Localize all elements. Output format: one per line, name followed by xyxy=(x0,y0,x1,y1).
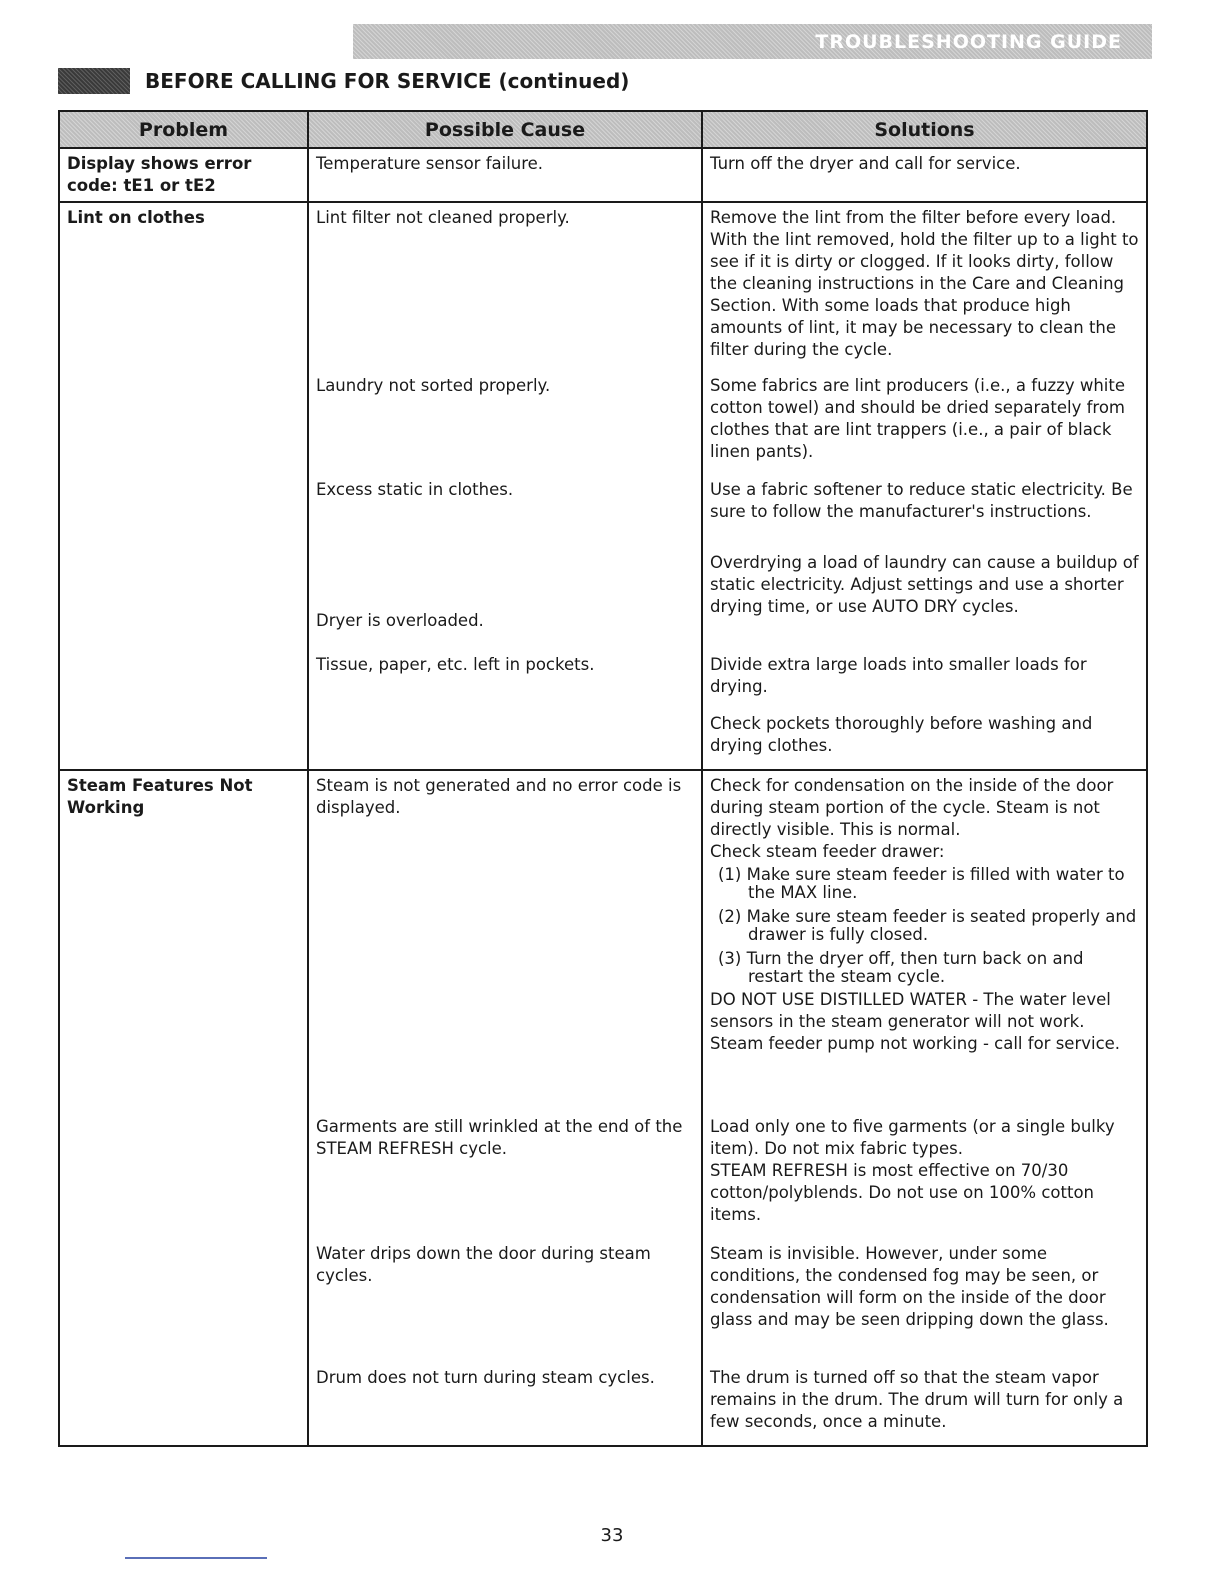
solution-text: Overdrying a load of laundry can cause a buildup of static electricity. Adjust settings and use a shorter drying time, or use AUTO DRY cycles. xyxy=(710,553,1139,616)
footer-rule xyxy=(125,1557,267,1559)
cause-cell xyxy=(308,202,702,770)
warning-text: DO NOT USE DISTILLED WATER - The water level sensors in the steam generator will not work. xyxy=(710,990,1111,1031)
title-marker-block xyxy=(58,68,130,94)
cause-text: Water drips down the door during steam cycles. xyxy=(316,1244,651,1285)
checklist-item: (2) Make sure steam feeder is seated properly and drawer is fully closed. xyxy=(718,907,1137,944)
solution-text: Steam is invisible. However, under some conditions, the condensed fog may be seen, or condensation will form on the inside of the door glass and may be seen dripping down the glass. xyxy=(710,1244,1109,1329)
solution-text: Check for condensation on the inside of the door during steam portion of the cycle. Steam is not directly visible. This is normal. xyxy=(710,776,1114,839)
solution-cell xyxy=(702,202,1147,770)
column-header-possible-cause: Possible Cause xyxy=(308,111,702,148)
table-row xyxy=(59,770,1147,1446)
problem-cell xyxy=(59,148,308,202)
cause-text: Tissue, paper, etc. left in pockets. xyxy=(316,655,595,674)
cause-text: Garments are still wrinkled at the end of the STEAM REFRESH cycle. xyxy=(316,1117,683,1158)
checklist-item: (3) Turn the dryer off, then turn back on and restart the steam cycle. xyxy=(718,949,1084,986)
column-header-problem: Problem xyxy=(59,111,308,148)
page-number: 33 xyxy=(600,1525,624,1546)
solution-text: Remove the lint from the filter before every load. With the lint removed, hold the filter up to a light to see if it is dirty or clogged. If it looks dirty, follow the cleaning instructions in the Care and Cleaning Section. With some loads that produce high amounts of lint, it may be necessary to clean the filter during the cycle. xyxy=(710,208,1139,359)
cause-text: Temperature sensor failure. xyxy=(316,154,544,173)
problem-cell xyxy=(59,202,308,770)
problem-text: Steam Features Not Working xyxy=(67,776,253,817)
cause-cell xyxy=(308,148,702,202)
troubleshooting-table xyxy=(58,110,1148,1447)
column-header-solutions: Solutions xyxy=(702,111,1147,148)
cause-text: Laundry not sorted properly. xyxy=(316,376,551,395)
cause-text: Lint filter not cleaned properly. xyxy=(316,208,570,227)
solution-text: Turn off the dryer and call for service. xyxy=(710,154,1021,173)
solution-text: Check pockets thoroughly before washing and drying clothes. xyxy=(710,714,1093,755)
checklist-item: (1) Make sure steam feeder is filled with water to the MAX line. xyxy=(718,865,1125,902)
banner-title: TROUBLESHOOTING GUIDE xyxy=(815,30,1122,53)
table-row xyxy=(59,202,1147,770)
cause-text: Dryer is overloaded. xyxy=(316,611,484,630)
problem-text: Lint on clothes xyxy=(67,208,205,227)
problem-cell xyxy=(59,770,308,1446)
page-title: BEFORE CALLING FOR SERVICE (continued) xyxy=(145,69,630,93)
solution-text: STEAM REFRESH is most effective on 70/30 cotton/polyblends. Do not use on 100% cotton items. xyxy=(710,1161,1094,1224)
solution-text: Some fabrics are lint producers (i.e., a fuzzy white cotton towel) and should be dried separately from clothes that are lint trappers (i.e., a pair of black linen pants). xyxy=(710,376,1126,461)
solution-text: The drum is turned off so that the steam vapor remains in the drum. The drum will turn for only a few seconds, once a minute. xyxy=(710,1368,1124,1431)
steam-solution-block xyxy=(710,775,1142,1055)
solution-text: Load only one to five garments (or a single bulky item). Do not mix fabric types. xyxy=(710,1117,1115,1158)
cause-text: Excess static in clothes. xyxy=(316,480,514,499)
cause-text: Drum does not turn during steam cycles. xyxy=(316,1368,655,1387)
solution-cell xyxy=(702,770,1147,1446)
table-row xyxy=(59,148,1147,202)
solution-text: Steam feeder pump not working - call for service. xyxy=(710,1034,1121,1053)
solution-text: Use a fabric softener to reduce static electricity. Be sure to follow the manufacturer's instructions. xyxy=(710,480,1133,521)
solution-text: Divide extra large loads into smaller loads for drying. xyxy=(710,655,1087,696)
solution-cell xyxy=(702,148,1147,202)
cause-cell xyxy=(308,770,702,1446)
problem-text: Display shows error code: tE1 or tE2 xyxy=(67,154,252,195)
checklist-label: Check steam feeder drawer: xyxy=(710,842,945,861)
cause-text: Steam is not generated and no error code is displayed. xyxy=(316,776,682,817)
table-header-row xyxy=(59,111,1147,148)
section-banner xyxy=(353,24,1152,59)
